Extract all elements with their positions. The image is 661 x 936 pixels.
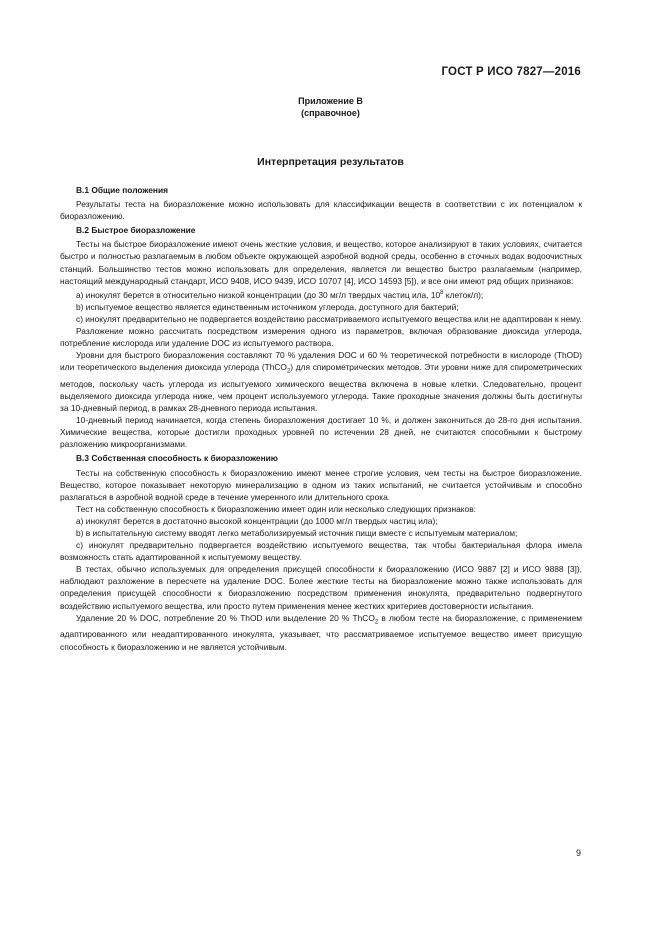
page-number: 9 xyxy=(575,848,581,858)
paragraph: В тестах, обычно используемых для определения присущей способности к биоразложению (ИСО 9887 [2] и ИСО 9888 [3]), наблюдают разложение в пересчете на удаление DOC. Более жесткие тесты на биоразложение можно также использовать для определения присущей способности к биоразложению посредством применения инокулята, предварительно подвергнутого воздействию испытуемого вещества, или просто путем применения менее жестких критериев достоверности испытания. xyxy=(60,564,582,611)
standard-header: ГОСТ Р ИСО 7827—2016 xyxy=(441,66,581,78)
paragraph: Тесты на быстрое биоразложение имеют очень жесткие условия, и вещество, которое анализируют в таких условиях, считается быстро и полностью разлагаемым в любом объекте окружающей аэробной водной среды, особенно в сточных водах водоочистных станций. Большинство тестов можно использовать для определения, является ли вещество быстро разлагаемым (например, настоящий международный стандарт, ИСО 9408, ИСО 9439, ИСО 10707 [4], ИСО 14593 [5]), и все они имеют ряд общих признаков: xyxy=(60,239,582,286)
list-item: b) испытуемое вещество является единственным источником углерода, доступного для бактерий; xyxy=(76,301,459,312)
paragraph: Результаты теста на биоразложение можно использовать для классификации веществ в соответствии с их потенциалом к биоразложению. xyxy=(60,199,582,222)
section-heading-b2: В.2 Быстрое биоразложение xyxy=(76,225,196,236)
section-heading-b3: В.3 Собственная способность к биоразложению xyxy=(76,453,278,464)
annex-status: (справочное) xyxy=(301,108,360,118)
list-item: a) инокулят берется в достаточно высокой концентрации (до 1000 мг/л твердых частиц ила); xyxy=(76,515,438,526)
list-item: a) инокулят берется в относительно низкой концентрации (до 30 мг/л твердых частиц ила, $10^8$ клеток/л); xyxy=(76,289,484,300)
paragraph: Разложение можно рассчитать посредством измерения одного из параметров, включая образование диоксида углерода, потребление кислорода или удаление DOC из испытуемого раствора. xyxy=(60,325,582,348)
paragraph: 10-дневный период начинается, когда степень биоразложения достигает 10 %, и должен закончиться до 28-го дня испытания. Химические вещества, которые достигли проходных уровней по истечении 28 дней, не считаются способными к быстрому разложению микроорганизмами. xyxy=(60,415,582,450)
list-item: c) инокулят предварительно подвергается воздействию испытуемого вещества, так чтобы бактериальная флора имела возможность стать адаптированной к испытуемому веществу. xyxy=(60,540,582,563)
annex-title: Приложение В xyxy=(298,96,363,106)
section-heading-b1: В.1 Общие положения xyxy=(76,185,169,195)
list-item: c) инокулят предварительно не подвергается воздействию рассматриваемого испытуемого вещества или не адаптирован к нему. xyxy=(76,313,582,324)
list-item: b) в испытательную систему вводят легко метаболизируемый источник пищи вместе с испытуемым материалом; xyxy=(76,528,518,538)
paragraph: Тесты на собственную способность к биоразложению имеют менее строгие условия, чем тесты на быстрое биоразложение. Вещество, которое показывает некоторую минерализацию в одном из таких испытаний, не считается устойчивым и способно разлагаться в аэробной водной среде в течение умеренного или длительного срока. xyxy=(60,467,582,502)
document-body xyxy=(60,184,582,653)
paragraph: Удаление 20 % DOC, потребление 20 % ThOD или выделение 20 % ThCO$_2$ в любом тесте на биоразложение, с применением адаптированного или неадаптированного инокулята, указывает, что рассматриваемое испытуемое вещество имеет присущую способность к биоразложению и не является устойчивым. xyxy=(60,612,582,652)
paragraph: Уровни для быстрого биоразложения составляют 70 % удаления DOC и 60 % теоретической потребности в кислороде (ThOD) или теоретического выделения диоксида углерода (ThCO$_2$) для спирометрических методов. Эти уровни ниже для спирометрических методов, поскольку часть углерода из испытуемого химического вещества включена в новые клетки. Следовательно, процент выделяемого диоксида углерода ниже, чем процент используемого углерода. Такие проходные значения должны быть достигнуты за 10-дневный период, в рамках 28-дневного периода испытания. xyxy=(60,350,582,414)
page-title: Интерпретация результатов xyxy=(257,156,404,168)
paragraph: Тест на собственную способность к биоразложению имеет один или несколько следующих признаков: xyxy=(76,503,476,514)
